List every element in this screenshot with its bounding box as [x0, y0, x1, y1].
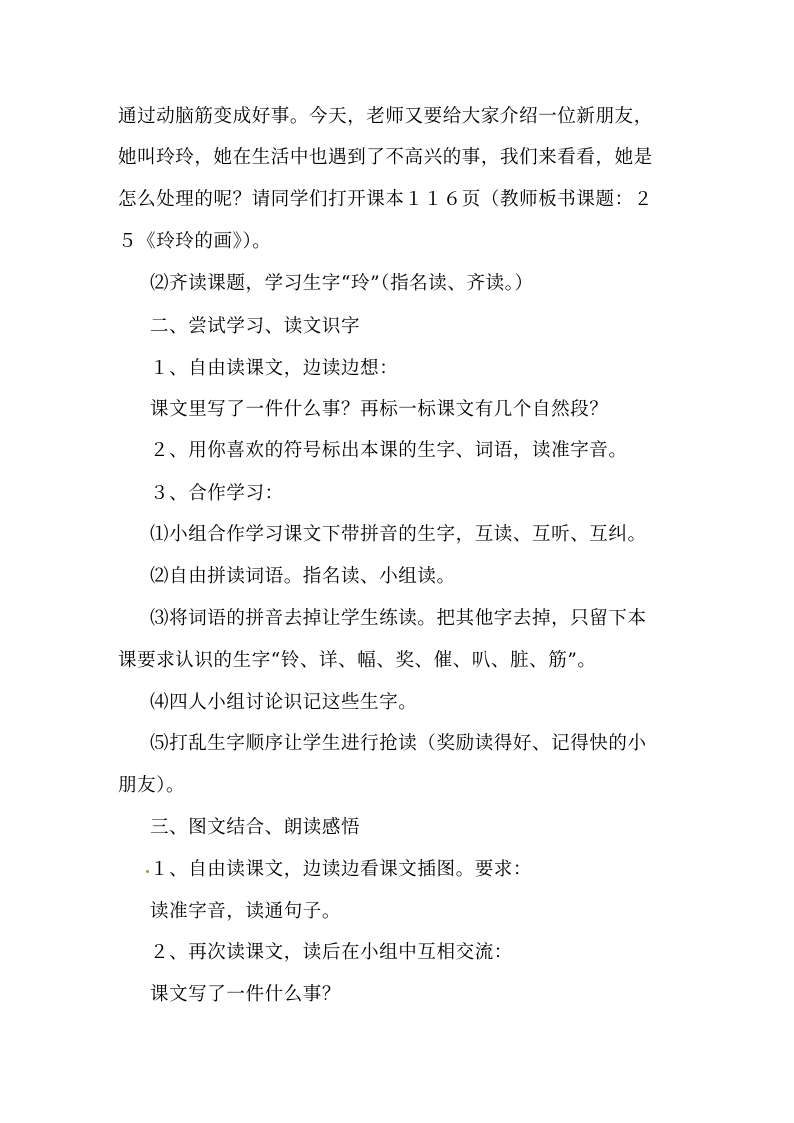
section-heading: 三、图文结合、朗读感悟 [150, 817, 361, 838]
paragraph-line: ２、用你喜欢的符号标出本课的生字、词语，读准字音。 [150, 440, 628, 461]
paragraph-line: ２、再次读课文，读后在小组中互相交流： [150, 942, 513, 963]
paragraph-line: 通过动脑筋变成好事。今天，老师又要给大家介绍一位新朋友， [118, 106, 653, 127]
paragraph-line: 课文里写了一件什么事？再标一标课文有几个自然段？ [150, 399, 609, 420]
paragraph-line: 朋友）。 [118, 775, 186, 796]
paragraph-line: 她叫玲玲，她在生活中也遇到了不高兴的事，我们来看看，她是 [118, 147, 653, 168]
paragraph-line: ⑷四人小组讨论识记这些生字。 [150, 692, 418, 713]
paragraph-line: 课要求认识的生字“铃、详、幅、奖、催、叭、脏、筋”。 [118, 650, 597, 671]
paragraph-line: ⑵自由拼读词语。指名读、小组读。 [150, 566, 456, 587]
paragraph-line: ３、合作学习： [150, 483, 284, 504]
paragraph-line: ５《玲玲的画》）。 [118, 231, 272, 252]
stray-mark [146, 870, 149, 873]
paragraph-line: ⑵齐读课题，学习生字“玲”（指名读、齐读。） [150, 273, 534, 294]
paragraph-line: ⑸打乱生字顺序让学生进行抢读（奖励读得好、记得快的小 [150, 733, 647, 754]
section-heading: 二、尝试学习、读文识字 [150, 316, 361, 337]
paragraph-line: ⑴小组合作学习课文下带拼音的生字，互读、互听、互纠。 [150, 524, 647, 545]
paragraph-line: ⑶将词语的拼音去掉让学生练读。把其他字去掉，只留下本 [150, 608, 647, 629]
paragraph-line: 读准字音，读通句子。 [150, 901, 342, 922]
paragraph-line: 怎么处理的呢？请同学们打开课本１１６页（教师板书课题：２ [118, 189, 653, 210]
paragraph-line: 课文写了一件什么事？ [150, 984, 342, 1005]
paragraph-line: １、自由读课文，边读边想： [150, 358, 399, 379]
paragraph-line: １、自由读课文，边读边看课文插图。要求： [150, 859, 533, 880]
